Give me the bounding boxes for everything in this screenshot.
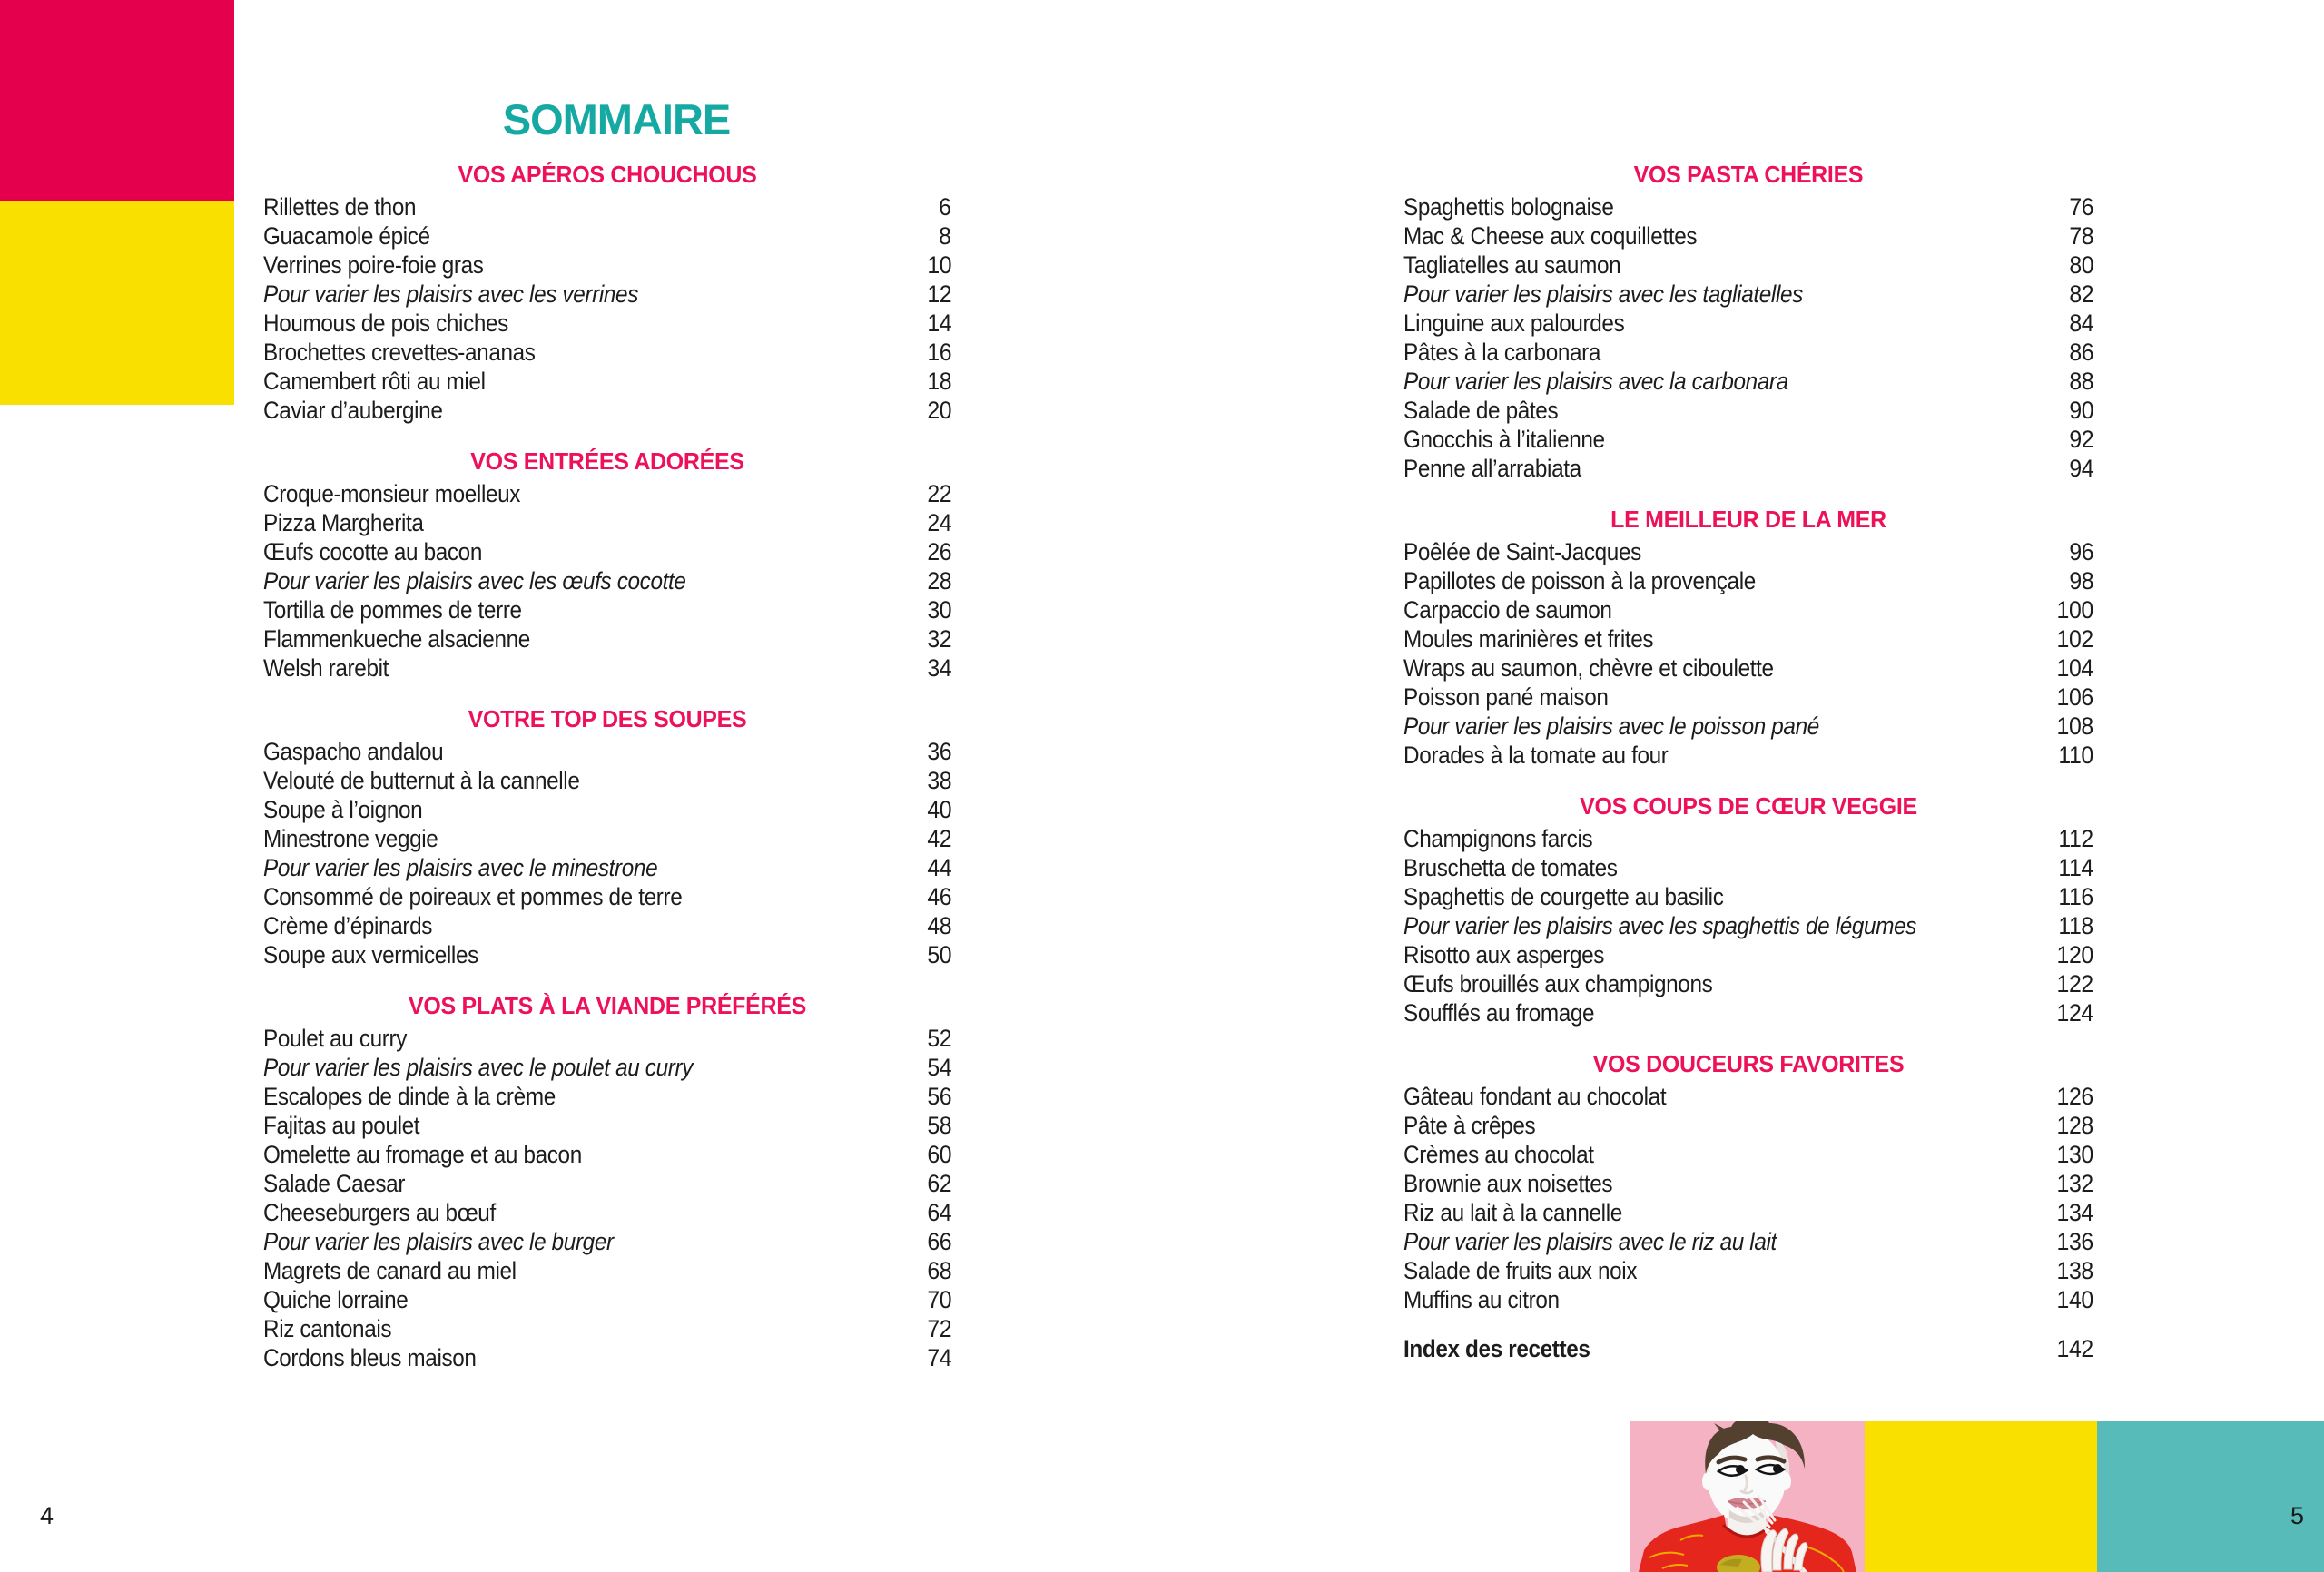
toc-entry-label: Mac & Cheese aux coquillettes (1403, 222, 1698, 250)
toc-entry (263, 396, 951, 425)
toc-entry-page: 86 (2069, 339, 2093, 366)
toc-entry-page: 46 (927, 883, 951, 910)
toc-entry-label: Pour varier les plaisirs avec le poulet au curry (263, 1054, 693, 1081)
toc-entry (263, 940, 951, 969)
toc-entry-label: Risotto aux asperges (1403, 941, 1605, 968)
toc-entry-page: 98 (2069, 567, 2093, 594)
toc-entry (1403, 1140, 2093, 1169)
toc-entry (263, 1198, 951, 1227)
toc-entry-label: Soupe à l’oignon (263, 796, 423, 823)
toc-entry-label: Pour varier les plaisirs avec le burger (263, 1228, 614, 1255)
toc-entry-page: 84 (2069, 309, 2093, 337)
toc-entry-page: 18 (927, 368, 951, 395)
toc-entry-label: Escalopes de dinde à la crème (263, 1083, 556, 1110)
toc-entry (1403, 1111, 2093, 1140)
toc-entry-label: Spaghettis de courgette au basilic (1403, 883, 1724, 910)
toc-entry-label: Salade Caesar (263, 1170, 406, 1197)
man-with-fork-illustration (1630, 1421, 1865, 1572)
toc-entry-label: Muffins au citron (1403, 1286, 1560, 1313)
toc-entry-page: 26 (927, 538, 951, 565)
toc-entry (1403, 653, 2093, 683)
page-title: SOMMAIRE (502, 95, 731, 143)
toc-entry (1403, 940, 2093, 969)
toc-entry (263, 1343, 951, 1372)
toc-entry-label: Papillotes de poisson à la provençale (1403, 567, 1756, 594)
toc-entry (263, 737, 951, 766)
toc-left-column (263, 160, 951, 1372)
page-number-left: 4 (40, 1502, 54, 1529)
deco-block-pink-bottom (1630, 1421, 1865, 1572)
toc-entry-label: Bruschetta de tomates (1403, 854, 1618, 881)
toc-entry-label: Brownie aux noisettes (1403, 1170, 1613, 1197)
section-heading: VOS COUPS DE CŒUR VEGGIE (1580, 792, 1917, 820)
toc-entry-label: Croque-monsieur moelleux (263, 480, 521, 507)
toc-entry (263, 508, 951, 537)
toc-entry (1403, 309, 2093, 338)
toc-entry (1403, 454, 2093, 483)
toc-entry-page: 32 (927, 625, 951, 653)
toc-entry-page: 74 (927, 1344, 951, 1371)
toc-entry (263, 624, 951, 653)
toc-entry-page: 110 (2058, 742, 2093, 769)
toc-entry-page: 12 (927, 280, 951, 308)
toc-entry (1403, 998, 2093, 1027)
toc-entry-label: Omelette au fromage et au bacon (263, 1141, 582, 1168)
toc-entry (1403, 683, 2093, 712)
toc-entry-label: Pour varier les plaisirs avec les verrines (263, 280, 638, 308)
toc-entry (263, 911, 951, 940)
toc-entry (263, 192, 951, 221)
toc-entry-label: Œufs cocotte au bacon (263, 538, 483, 565)
toc-entry-label: Houmous de pois chiches (263, 309, 508, 337)
toc-entry-page: 134 (2056, 1199, 2093, 1226)
toc-entry (263, 1140, 951, 1169)
toc-entry-page: 14 (927, 309, 951, 337)
toc-entry (263, 853, 951, 882)
toc-entry (263, 1053, 951, 1082)
toc-entry-page: 90 (2069, 397, 2093, 424)
toc-entry-page: 60 (927, 1141, 951, 1168)
toc-entry-page: 94 (2069, 455, 2093, 482)
toc-entry-page: 122 (2056, 970, 2093, 997)
toc-entry-label: Riz cantonais (263, 1315, 392, 1342)
toc-entry (263, 595, 951, 624)
toc-entry (263, 1169, 951, 1198)
toc-entry (1403, 425, 2093, 454)
toc-entry-label: Riz au lait à la cannelle (1403, 1199, 1622, 1226)
toc-entry (263, 479, 951, 508)
toc-entry-page: 68 (927, 1257, 951, 1284)
toc-entry-page: 92 (2069, 426, 2093, 453)
toc-entry-label: Soupe aux vermicelles (263, 941, 478, 968)
toc-entry (1403, 624, 2093, 653)
toc-entry-page: 100 (2056, 596, 2093, 624)
toc-entry-page: 16 (927, 339, 951, 366)
toc-entry-label: Salade de pâtes (1403, 397, 1559, 424)
toc-entry-page: 30 (927, 596, 951, 624)
toc-entry-page: 78 (2069, 222, 2093, 250)
toc-entry-page: 42 (927, 825, 951, 852)
toc-entry-page: 24 (927, 509, 951, 536)
toc-entry-page: 102 (2056, 625, 2093, 653)
toc-entry-page: 114 (2058, 854, 2093, 881)
deco-block-yellow-top (0, 201, 234, 405)
toc-entry-label: Champignons farcis (1403, 825, 1593, 852)
section-heading: VOS DOUCEURS FAVORITES (1592, 1050, 1905, 1077)
toc-entry-page: 44 (927, 854, 951, 881)
toc-entry-page: 120 (2056, 941, 2093, 968)
toc-entry-page: 138 (2056, 1257, 2093, 1284)
toc-entry-page: 80 (2069, 251, 2093, 279)
toc-entry-label: Crème d’épinards (263, 912, 433, 939)
toc-entry-label: Gâteau fondant au chocolat (1403, 1083, 1667, 1110)
toc-entry (1403, 251, 2093, 280)
toc-entry-label: Pour varier les plaisirs avec les tagliatelles (1403, 280, 1803, 308)
toc-entry-page: 118 (2058, 912, 2093, 939)
toc-entry (1403, 221, 2093, 251)
toc-entry-label: Cheeseburgers au bœuf (263, 1199, 496, 1226)
toc-entry-page: 6 (939, 193, 951, 221)
toc-entry-label: Pizza Margherita (263, 509, 424, 536)
toc-entry (263, 1024, 951, 1053)
toc-entry (263, 653, 951, 683)
toc-entry (263, 1314, 951, 1343)
deco-block-crimson (0, 0, 234, 201)
toc-entry-label: Soufflés au fromage (1403, 999, 1595, 1027)
toc-entry-page: 106 (2056, 683, 2093, 711)
toc-entry-label: Poêlée de Saint-Jacques (1403, 538, 1641, 565)
toc-entry-page: 128 (2056, 1112, 2093, 1139)
toc-entry-label: Rillettes de thon (263, 193, 417, 221)
toc-entry-page: 76 (2069, 193, 2093, 221)
toc-index-label: Index des recettes (1403, 1335, 1590, 1362)
toc-entry-page: 82 (2069, 280, 2093, 308)
toc-entry-page: 140 (2056, 1286, 2093, 1313)
toc-entry-page: 108 (2056, 712, 2093, 740)
toc-entry-page: 40 (927, 796, 951, 823)
toc-entry-label: Tagliatelles au saumon (1403, 251, 1621, 279)
toc-entry-page: 22 (927, 480, 951, 507)
toc-entry-label: Pour varier les plaisirs avec le riz au lait (1403, 1228, 1777, 1255)
toc-entry (263, 1256, 951, 1285)
toc-entry-page: 54 (927, 1054, 951, 1081)
toc-entry-label: Consommé de poireaux et pommes de terre (263, 883, 683, 910)
toc-entry (263, 1082, 951, 1111)
toc-entry (1403, 192, 2093, 221)
toc-entry (1403, 1285, 2093, 1314)
toc-entry-label: Wraps au saumon, chèvre et ciboulette (1403, 654, 1774, 682)
toc-entry-label: Tortilla de pommes de terre (263, 596, 522, 624)
toc-entry-label: Pâte à crêpes (1403, 1112, 1536, 1139)
toc-index-entry (1403, 1334, 2093, 1363)
toc-entry-page: 28 (927, 567, 951, 594)
toc-right-column (1403, 160, 2093, 1363)
toc-entry-label: Cordons bleus maison (263, 1344, 477, 1371)
toc-entry (1403, 367, 2093, 396)
toc-entry-page: 62 (927, 1170, 951, 1197)
toc-entry-label: Brochettes crevettes-ananas (263, 339, 536, 366)
toc-entry (263, 367, 951, 396)
toc-entry (1403, 1256, 2093, 1285)
toc-entry-label: Velouté de butternut à la cannelle (263, 767, 580, 794)
toc-entry (263, 280, 951, 309)
toc-entry (1403, 1169, 2093, 1198)
toc-entry-page: 20 (927, 397, 951, 424)
toc-entry-label: Gnocchis à l’italienne (1403, 426, 1605, 453)
toc-entry-label: Œufs brouillés aux champignons (1403, 970, 1713, 997)
toc-entry-label: Pour varier les plaisirs avec le poisson pané (1403, 712, 1819, 740)
toc-entry-label: Guacamole épicé (263, 222, 430, 250)
toc-entry-page: 96 (2069, 538, 2093, 565)
toc-entry (1403, 1227, 2093, 1256)
toc-entry (263, 221, 951, 251)
toc-entry-page: 38 (927, 767, 951, 794)
section-heading: VOS PASTA CHÉRIES (1633, 161, 1864, 188)
toc-entry-label: Poisson pané maison (1403, 683, 1609, 711)
toc-entry-page: 36 (927, 738, 951, 765)
toc-entry-label: Verrines poire-foie gras (263, 251, 484, 279)
deco-block-teal-bottom (2097, 1421, 2324, 1572)
toc-entry-label: Welsh rarebit (263, 654, 389, 682)
toc-entry-label: Minestrone veggie (263, 825, 438, 852)
toc-entry (1403, 712, 2093, 741)
toc-entry (1403, 396, 2093, 425)
toc-index-page: 142 (2056, 1335, 2093, 1362)
toc-entry-page: 112 (2058, 825, 2093, 852)
toc-entry-page: 116 (2058, 883, 2093, 910)
toc-entry-label: Flammenkueche alsacienne (263, 625, 530, 653)
toc-entry (1403, 566, 2093, 595)
section-heading: VOS APÉROS CHOUCHOUS (458, 161, 757, 188)
toc-entry (263, 795, 951, 824)
toc-entry-label: Poulet au curry (263, 1025, 408, 1052)
toc-entry-page: 50 (927, 941, 951, 968)
toc-entry (263, 1285, 951, 1314)
toc-entry (263, 1111, 951, 1140)
toc-entry (1403, 853, 2093, 882)
toc-entry-label: Penne all’arrabiata (1403, 455, 1581, 482)
toc-entry (263, 1227, 951, 1256)
toc-entry-label: Quiche lorraine (263, 1286, 409, 1313)
deco-block-yellow-bottom (1865, 1421, 2097, 1572)
toc-entry-label: Pour varier les plaisirs avec les œufs cocotte (263, 567, 686, 594)
toc-entry (263, 309, 951, 338)
toc-entry-page: 124 (2056, 999, 2093, 1027)
toc-entry-label: Moules marinières et frites (1403, 625, 1654, 653)
toc-entry (1403, 595, 2093, 624)
toc-entry-label: Fajitas au poulet (263, 1112, 420, 1139)
toc-entry-label: Salade de fruits aux noix (1403, 1257, 1638, 1284)
toc-entry-label: Gaspacho andalou (263, 738, 444, 765)
toc-entry (263, 882, 951, 911)
toc-entry (1403, 741, 2093, 770)
toc-entry-label: Crèmes au chocolat (1403, 1141, 1594, 1168)
toc-entry-page: 104 (2056, 654, 2093, 682)
toc-entry-page: 72 (927, 1315, 951, 1342)
toc-entry (1403, 338, 2093, 367)
toc-entry-page: 58 (927, 1112, 951, 1139)
toc-entry (263, 566, 951, 595)
toc-entry-page: 48 (927, 912, 951, 939)
toc-entry (1403, 824, 2093, 853)
toc-entry (1403, 1198, 2093, 1227)
toc-entry-page: 126 (2056, 1083, 2093, 1110)
page-number-right: 5 (2290, 1502, 2304, 1529)
toc-entry-page: 88 (2069, 368, 2093, 395)
toc-entry-label: Pour varier les plaisirs avec la carbonara (1403, 368, 1788, 395)
toc-entry (1403, 969, 2093, 998)
toc-entry-label: Linguine aux palourdes (1403, 309, 1625, 337)
toc-entry-page: 136 (2056, 1228, 2093, 1255)
toc-entry (1403, 882, 2093, 911)
toc-entry-page: 66 (927, 1228, 951, 1255)
toc-entry-page: 8 (939, 222, 951, 250)
toc-entry (263, 766, 951, 795)
toc-entry-label: Magrets de canard au miel (263, 1257, 517, 1284)
toc-entry-label: Carpaccio de saumon (1403, 596, 1612, 624)
toc-entry-label: Dorades à la tomate au four (1403, 742, 1669, 769)
toc-entry (263, 251, 951, 280)
toc-entry-label: Pour varier les plaisirs avec le minestrone (263, 854, 658, 881)
toc-entry (263, 537, 951, 566)
toc-entry (1403, 280, 2093, 309)
toc-entry-label: Camembert rôti au miel (263, 368, 486, 395)
toc-entry-page: 130 (2056, 1141, 2093, 1168)
toc-entry-label: Pâtes à la carbonara (1403, 339, 1601, 366)
toc-entry-page: 64 (927, 1199, 951, 1226)
toc-entry (1403, 911, 2093, 940)
section-heading: VOS ENTRÉES ADORÉES (470, 447, 744, 475)
toc-entry (1403, 1082, 2093, 1111)
toc-entry-page: 52 (927, 1025, 951, 1052)
toc-entry (1403, 537, 2093, 566)
toc-entry-label: Pour varier les plaisirs avec les spaghettis de légumes (1403, 912, 1917, 939)
section-heading: VOTRE TOP DES SOUPES (468, 705, 747, 732)
toc-entry (263, 824, 951, 853)
toc-entry-page: 132 (2056, 1170, 2093, 1197)
toc-entry-page: 34 (927, 654, 951, 682)
section-heading: LE MEILLEUR DE LA MER (1610, 506, 1886, 533)
section-heading: VOS PLATS À LA VIANDE PRÉFÉRÉS (409, 992, 806, 1019)
toc-entry-page: 70 (927, 1286, 951, 1313)
toc-entry-label: Caviar d’aubergine (263, 397, 443, 424)
toc-entry-page: 10 (927, 251, 951, 279)
toc-entry-page: 56 (927, 1083, 951, 1110)
toc-entry (263, 338, 951, 367)
toc-entry-label: Spaghettis bolognaise (1403, 193, 1614, 221)
